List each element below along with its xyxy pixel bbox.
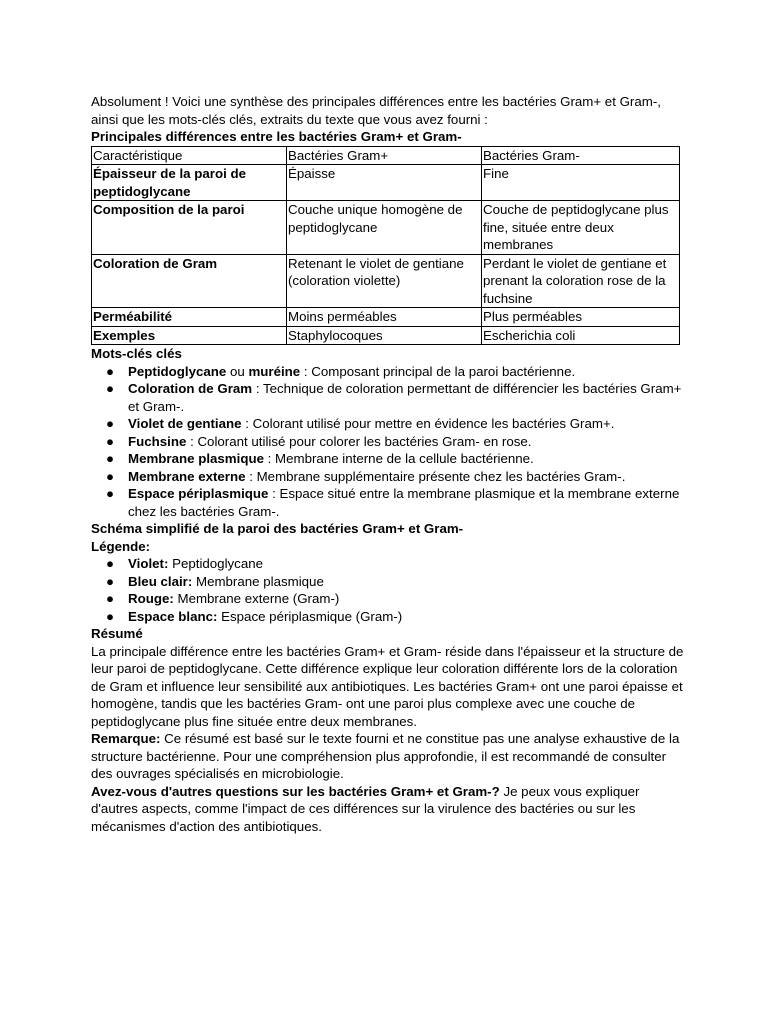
keyword-connector: ou (226, 363, 249, 379)
keyword-definition: : Composant principal de la paroi bactérienne. (300, 363, 576, 379)
bullet-icon: ● (106, 381, 115, 396)
table-cell: Fine (482, 165, 680, 201)
legend-color-label: Violet: (128, 556, 169, 571)
remark-label: Remarque: (91, 731, 161, 746)
keyword-term: Fuchsine (128, 433, 187, 449)
table-cell: Staphylocoques (287, 326, 482, 345)
bullet-icon: ● (106, 556, 115, 571)
question-text: Je peux vous expliquer d'autres aspects, comme l'impact de ces différences sur la virulence des bactéries ou sur les mécanismes d'action des antibiotiques. (91, 783, 640, 834)
table-row (92, 201, 680, 255)
keyword-definition: : Colorant utilisé pour mettre en évidence les bactéries Gram+. (241, 416, 615, 431)
legend-item (91, 590, 685, 608)
table-cell: Couche unique homogène de peptidoglycane (287, 201, 482, 255)
question-label: Avez-vous d'autres questions sur les bactéries Gram+ et Gram-? (91, 783, 500, 799)
legend-item (91, 608, 685, 626)
keyword-definition: : Membrane interne de la cellule bactérienne. (263, 451, 534, 466)
bullet-icon: ● (106, 363, 115, 379)
keyword-definition: : Colorant utilisé pour colorer les bactéries Gram- en rose. (186, 433, 532, 449)
legend-color-label: Rouge: (128, 591, 174, 606)
keywords-list (91, 363, 685, 521)
keyword-term: muréine (248, 363, 301, 379)
remark-paragraph (91, 730, 685, 783)
keyword-definition: : Espace situé entre la membrane plasmique et la membrane externe chez les bactéries Gram-. (128, 486, 680, 519)
intro-paragraph: Absolument ! Voici une synthèse des principales différences entre les bactéries Gram+ et Gram-, ainsi que les mots-clés clés, extraits du texte que vous avez fourni : (91, 94, 661, 127)
table-row (92, 165, 680, 201)
keyword-term: Membrane externe (128, 468, 246, 484)
legend-color-label: Bleu clair: (128, 573, 193, 589)
legend-item (91, 555, 685, 573)
remark-text: Ce résumé est basé sur le texte fourni et ne constitue pas une analyse exhaustive de la structure bactérienne. Pour une compréhension plus approfondie, il est recommandé de consulter des ouvrages spécialisés en microbiologie. (91, 731, 680, 781)
keywords-heading: Mots-clés clés (91, 346, 182, 361)
bullet-icon: ● (106, 573, 115, 589)
keyword-term: Membrane plasmique (128, 451, 264, 466)
table-row-label: Perméabilité (92, 308, 287, 327)
table-cell: Moins perméables (287, 308, 482, 327)
keyword-item (91, 468, 685, 486)
table-row (92, 326, 680, 345)
keyword-term: Espace périplasmique (128, 486, 269, 501)
table-header-row (92, 146, 680, 165)
bullet-icon: ● (106, 486, 115, 501)
keyword-term: Coloration de Gram (128, 381, 253, 396)
legend-description: Espace périplasmique (Gram-) (217, 608, 403, 624)
differences-table (91, 146, 680, 346)
keyword-term: Violet de gentiane (128, 416, 242, 431)
table-row (92, 308, 680, 327)
keyword-item (91, 380, 685, 415)
table-title: Principales différences entre les bactéries Gram+ et Gram- (91, 129, 462, 144)
schema-heading: Schéma simplifié de la paroi des bactéries Gram+ et Gram- (91, 521, 464, 536)
table-row-label: Exemples (92, 326, 287, 345)
legend-description: Membrane externe (Gram-) (173, 591, 340, 606)
table-row-label: Composition de la paroi (92, 201, 287, 255)
document-content (91, 93, 685, 835)
bullet-icon: ● (106, 416, 115, 431)
table-header-cell: Caractéristique (92, 146, 287, 165)
keyword-item (91, 433, 685, 451)
keyword-item (91, 415, 685, 433)
table-cell: Épaisse (287, 165, 482, 201)
table-row (92, 254, 680, 308)
keyword-definition: : Membrane supplémentaire présente chez les bactéries Gram-. (245, 468, 626, 484)
table-header-cell: Bactéries Gram- (482, 146, 680, 165)
legend-item (91, 573, 685, 591)
legend-color-label: Espace blanc: (128, 608, 218, 624)
bullet-icon: ● (106, 433, 115, 449)
legend-list (91, 555, 685, 625)
table-row-label: Épaisseur de la paroi de peptidoglycane (92, 165, 287, 201)
legend-description: Membrane plasmique (192, 573, 324, 589)
summary-heading: Résumé (91, 626, 143, 641)
table-cell: Plus perméables (482, 308, 680, 327)
table-row-label: Coloration de Gram (92, 254, 287, 308)
keyword-item (91, 450, 685, 468)
table-header-cell: Bactéries Gram+ (287, 146, 482, 165)
legend-heading: Légende: (91, 538, 151, 554)
keyword-item (91, 363, 685, 381)
bullet-icon: ● (106, 608, 115, 624)
bullet-icon: ● (106, 451, 115, 466)
table-cell: Perdant le violet de gentiane et prenant la coloration rose de la fuchsine (482, 254, 680, 308)
table-cell: Escherichia coli (482, 326, 680, 345)
question-paragraph (91, 783, 685, 836)
legend-description: Peptidoglycane (168, 556, 264, 571)
summary-paragraph: La principale différence entre les bactéries Gram+ et Gram- réside dans l'épaisseur et la structure de leur paroi de peptidoglycane. Cette différence explique leur coloration différente lors de la coloration de Gram et influence leur sensibilité aux antibiotiques. Les bactéries Gram+ ont une paroi épaisse et homogène, tandis que les bactéries Gram- ont une paroi plus complexe avec une couche de peptidoglycane plus fine située entre deux membranes. (91, 643, 684, 729)
keyword-definition: : Technique de coloration permettant de différencier les bactéries Gram+ et Gram-. (128, 381, 682, 414)
keyword-term: Peptidoglycane (128, 363, 227, 379)
bullet-icon: ● (106, 468, 115, 484)
bullet-icon: ● (106, 591, 115, 606)
table-cell: Couche de peptidoglycane plus fine, située entre deux membranes (482, 201, 680, 255)
table-cell: Retenant le violet de gentiane (coloration violette) (287, 254, 482, 308)
keyword-item (91, 485, 685, 520)
